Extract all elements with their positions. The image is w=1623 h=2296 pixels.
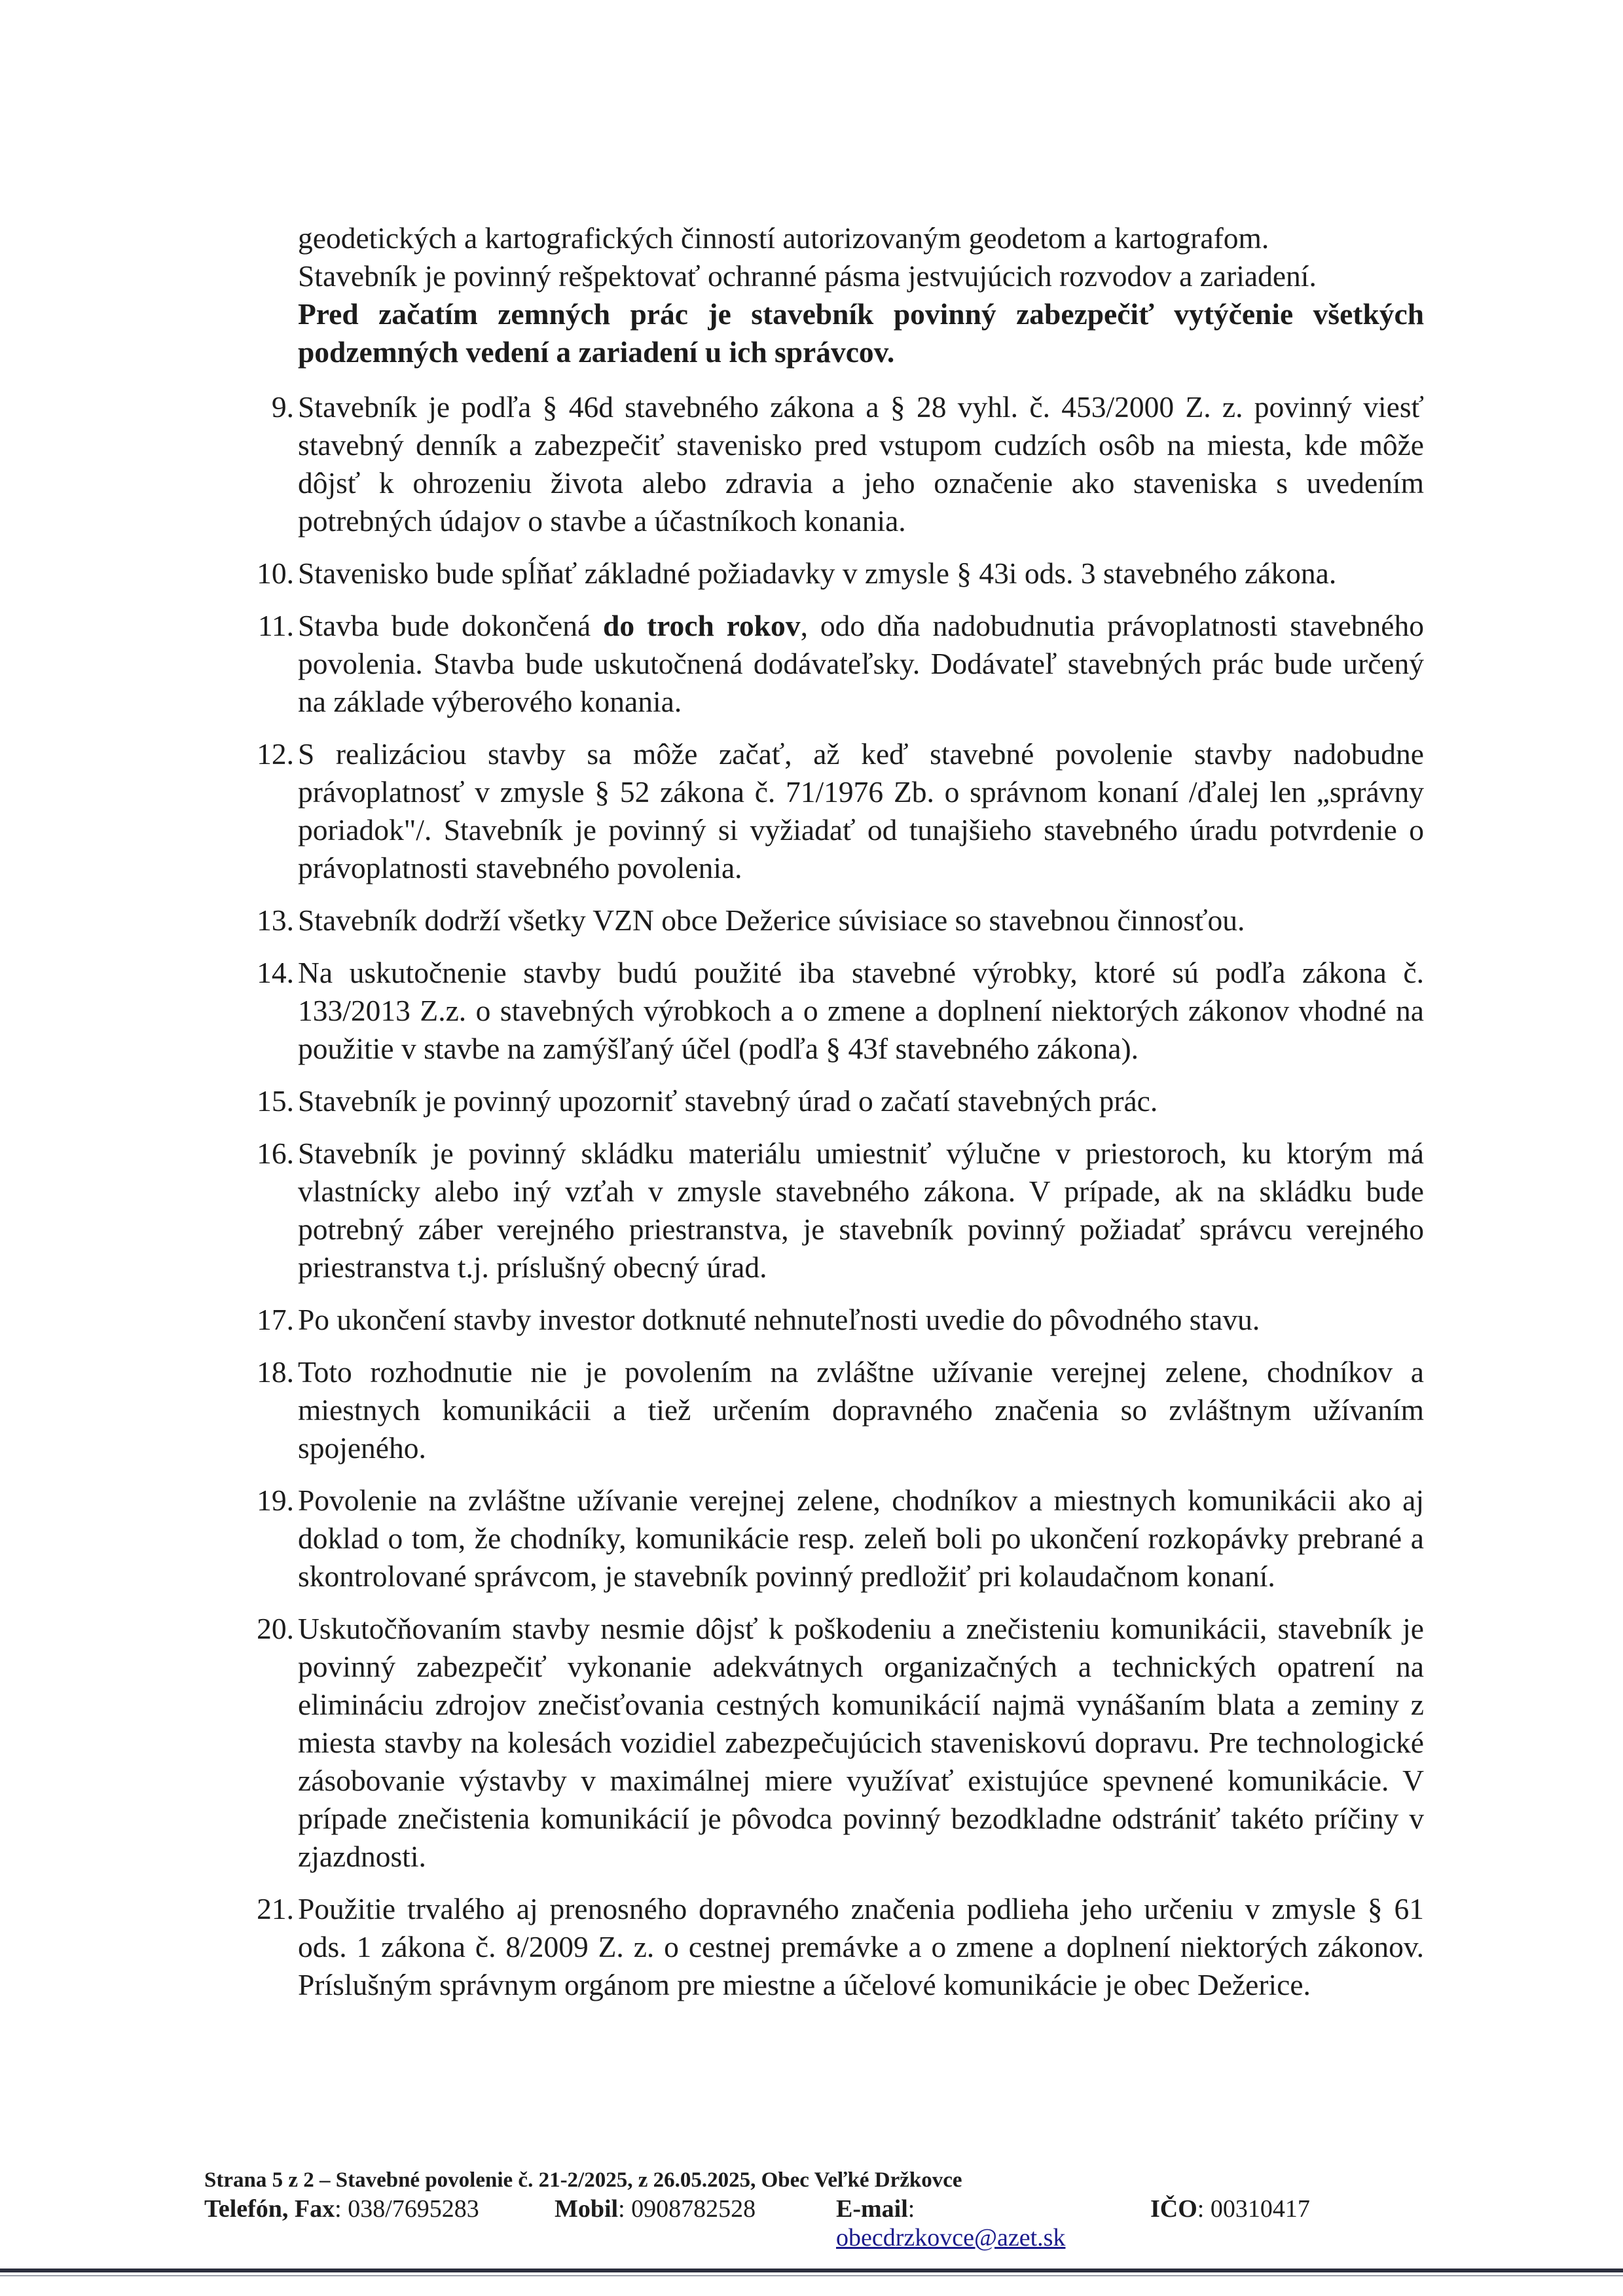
item-text-bold: do troch rokov (603, 609, 801, 642)
list-item (257, 1135, 1424, 1286)
item-text: S realizáciou stavby sa môže začať, až keď stavebné povolenie stavby nadobudne právoplatnosť v zmysle § 52 zákona č. 71/1976 Zb. o správnom konaní /ďalej len „správny poriadok"/. Stavebník je povinný si vyžiadať od tunajšieho stavebného úradu potvrdenie o právoplatnosti stavebného povolenia. (298, 737, 1424, 884)
item-text: Stavebník je povinný upozorniť stavebný úrad o začatí stavebných prác. (298, 1084, 1158, 1118)
footer-contact-line (204, 2195, 1422, 2252)
intro-line-2: Stavebník je povinný rešpektovať ochranné pásma jestvujúcich rozvodov a zariadení. (298, 259, 1317, 293)
item-number: 14. (257, 956, 294, 989)
list-item (257, 1301, 1424, 1339)
item-text: Stavebník dodrží všetky VZN obce Dežerice súvisiace so stavebnou činnosťou. (298, 903, 1245, 937)
list-item (257, 954, 1424, 1068)
email-label: E-mail (836, 2195, 908, 2223)
email-separator: : (907, 2195, 915, 2223)
item-text-before: Stavba bude dokončená (298, 609, 604, 642)
list-item (257, 1890, 1424, 2004)
item-number: 19. (257, 1484, 294, 1517)
item-number: 18. (257, 1355, 294, 1389)
list-item (257, 902, 1424, 939)
item-text-after: , odo dňa nadobudnutia právoplatnosti stavebného povolenia. Stavba bude uskutočnená dodávateľsky. Dodávateľ stavebných prác bude určený na základe výberového konania. (298, 609, 1424, 718)
item-text: Po ukončení stavby investor dotknuté nehnuteľnosti uvedie do pôvodného stavu. (298, 1303, 1260, 1336)
footer-page-reference: Strana 5 z 2 – Stavebné povolenie č. 21-2/2025, z 26.05.2025, Obec Veľké Držkovce (204, 2168, 962, 2192)
item-text: Stavebník je povinný skládku materiálu umiestniť výlučne v priestoroch, ku ktorým má vlastnícky alebo iný vzťah v zmysle stavebného zákona. V prípade, ak na skládku bude potrebný záber verejného priestranstva, je stavebník povinný požiadať správcu verejného priestranstva t.j. príslušný obecný úrad. (298, 1137, 1424, 1284)
intro-line-1: geodetických a kartografických činností autorizovaným geodetom a kartografom. (298, 221, 1269, 255)
item-text: Stavebník je podľa § 46d stavebného zákona a § 28 vyhl. č. 453/2000 Z. z. povinný viesť stavebný denník a zabezpečiť stavenisko pred vstupom cudzích osôb na miesta, kde môže dôjsť k ohrozeniu života alebo zdravia a jeho označenie ako staveniska s uvedením potrebných údajov o stavbe a účastníkoch konania. (298, 390, 1424, 538)
item-number: 15. (257, 1084, 294, 1118)
item-text: Toto rozhodnutie nie je povolením na zvláštne užívanie verejnej zelene, chodníkov a miestnych komunikácii a tiež určením dopravného značenia so zvláštnym užívaním spojeného. (298, 1355, 1424, 1465)
phone-value: : 038/7695283 (335, 2195, 479, 2223)
list-item (257, 555, 1424, 592)
document-body (257, 219, 1424, 2018)
item-text: Uskutočňovaním stavby nesmie dôjsť k poškodeniu a znečisteniu komunikácii, stavebník je povinný zabezpečiť vykonanie adekvátnych organizačných a technických opatrení na elimináciu zdrojov znečisťovania cestných komunikácií najmä vynášaním blata a zeminy z miesta stavby na kolesách vozidiel zabezpečujúcich staveniskovú dopravu. Pre technologické zásobovanie výstavby v maximálnej miere využívať existujúce spevnené komunikácie. V prípade znečistenia komunikácií je pôvodca povinný bezodkladne odstrániť takéto príčiny v zjazdnosti. (298, 1612, 1424, 1873)
footer-ico (1150, 2195, 1310, 2252)
footer-mobile (555, 2195, 836, 2252)
ico-label: IČO (1150, 2195, 1197, 2223)
intro-paragraph (298, 219, 1424, 371)
list-item (257, 1482, 1424, 1595)
item-number: 10. (257, 556, 294, 590)
scan-edge-line (0, 2269, 1623, 2272)
list-item (271, 388, 1424, 540)
list-item (257, 1082, 1424, 1120)
item-text: Povolenie na zvláštne užívanie verejnej zelene, chodníkov a miestnych komunikácii ako aj doklad o tom, že chodníky, komunikácie resp. zeleň boli po ukončení rozkopávky prebrané a skontrolované správcom, je stavebník povinný predložiť pri kolaudačnom konaní. (298, 1484, 1424, 1593)
item-number: 12. (257, 737, 294, 771)
item-number: 11. (257, 609, 294, 642)
email-link[interactable]: obecdrzkovce@azet.sk (836, 2224, 1066, 2251)
footer-email (836, 2195, 1150, 2252)
item-number: 16. (257, 1137, 294, 1170)
item-number: 17. (257, 1303, 294, 1336)
footer-phone (204, 2195, 555, 2252)
item-text: Použitie trvalého aj prenosného dopravného značenia podlieha jeho určeniu v zmysle § 61 ods. 1 zákona č. 8/2009 Z. z. o cestnej premávke a o zmene a doplnení niektorých zákonov. Príslušným správnym orgánom pre miestne a účelové komunikácie je obec Dežerice. (298, 1892, 1424, 2001)
list-item (257, 1610, 1424, 1876)
scan-edge-line-secondary (0, 2275, 1623, 2276)
mobile-label: Mobil (555, 2195, 619, 2223)
phone-label: Telefón, Fax (204, 2195, 335, 2223)
list-item (257, 735, 1424, 887)
list-item (257, 1353, 1424, 1467)
item-text (298, 607, 1424, 721)
item-text: Stavenisko bude spĺňať základné požiadavky v zmysle § 43i ods. 3 stavebného zákona. (298, 556, 1337, 590)
mobile-value: : 0908782528 (618, 2195, 756, 2223)
item-number: 13. (257, 903, 294, 937)
item-text: Na uskutočnenie stavby budú použité iba stavebné výrobky, ktoré sú podľa zákona č. 133/2013 Z.z. o stavebných výrobkoch a o zmene a doplnení niektorých zákonov vhodné na použitie v stavbe na zamýšľaný účel (podľa § 43f stavebného zákona). (298, 956, 1424, 1065)
item-number: 9. (271, 390, 294, 424)
intro-bold-instruction: Pred začatím zemných prác je stavebník povinný zabezpečiť vytýčenie všetkých podzemných vedení a zariadení u ich správcov. (298, 297, 1424, 369)
item-number: 21. (257, 1892, 294, 1925)
list-item (257, 607, 1424, 721)
page-footer (204, 2166, 1422, 2252)
conditions-list (257, 388, 1424, 2004)
ico-value: : 00310417 (1197, 2195, 1310, 2223)
item-number: 20. (257, 1612, 294, 1645)
